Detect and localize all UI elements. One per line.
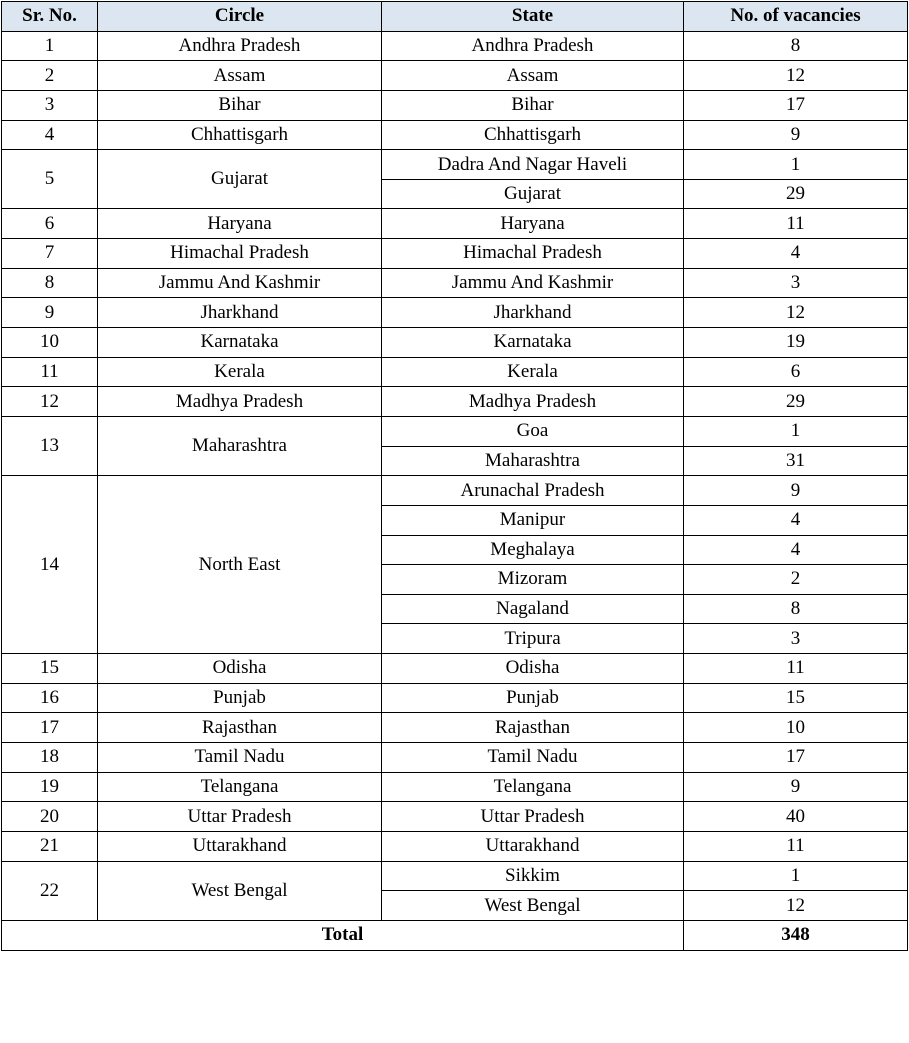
cell-state: Jharkhand [382, 298, 684, 328]
cell-sr-no: 2 [2, 61, 98, 91]
cell-sr-no: 13 [2, 416, 98, 475]
cell-sr-no: 19 [2, 772, 98, 802]
total-row [2, 920, 908, 950]
cell-sr-no: 5 [2, 150, 98, 209]
cell-state: Arunachal Pradesh [382, 476, 684, 506]
cell-state: Manipur [382, 505, 684, 535]
cell-sr-no: 6 [2, 209, 98, 239]
table-row [2, 90, 908, 120]
cell-vacancies: 31 [684, 446, 908, 476]
cell-vacancies: 17 [684, 743, 908, 773]
table-row [2, 61, 908, 91]
header-circle: Circle [98, 2, 382, 32]
table-row [2, 150, 908, 180]
table-row [2, 654, 908, 684]
cell-state: Tripura [382, 624, 684, 654]
cell-vacancies: 1 [684, 150, 908, 180]
cell-vacancies: 11 [684, 831, 908, 861]
cell-circle: Haryana [98, 209, 382, 239]
cell-state: Odisha [382, 654, 684, 684]
cell-state: Uttar Pradesh [382, 802, 684, 832]
cell-circle: Gujarat [98, 150, 382, 209]
cell-circle: North East [98, 476, 382, 654]
table-row [2, 772, 908, 802]
cell-state: Madhya Pradesh [382, 387, 684, 417]
cell-circle: Chhattisgarh [98, 120, 382, 150]
cell-state: Uttarakhand [382, 831, 684, 861]
cell-sr-no: 11 [2, 357, 98, 387]
table-row [2, 476, 908, 506]
cell-vacancies: 1 [684, 861, 908, 891]
table-row [2, 831, 908, 861]
table-row [2, 713, 908, 743]
header-sr-no: Sr. No. [2, 2, 98, 32]
cell-state: Sikkim [382, 861, 684, 891]
cell-state: Bihar [382, 90, 684, 120]
table-row [2, 31, 908, 61]
cell-circle: Assam [98, 61, 382, 91]
cell-state: Goa [382, 416, 684, 446]
cell-sr-no: 20 [2, 802, 98, 832]
cell-vacancies: 2 [684, 565, 908, 595]
cell-circle: Jammu And Kashmir [98, 268, 382, 298]
cell-circle: Madhya Pradesh [98, 387, 382, 417]
cell-state: Haryana [382, 209, 684, 239]
vacancy-table [1, 1, 908, 951]
cell-sr-no: 7 [2, 239, 98, 269]
cell-state: Gujarat [382, 179, 684, 209]
cell-state: Karnataka [382, 328, 684, 358]
cell-state: Kerala [382, 357, 684, 387]
cell-vacancies: 4 [684, 535, 908, 565]
table-row [2, 416, 908, 446]
cell-sr-no: 17 [2, 713, 98, 743]
cell-sr-no: 4 [2, 120, 98, 150]
cell-vacancies: 9 [684, 772, 908, 802]
header-row [2, 2, 908, 32]
cell-vacancies: 4 [684, 239, 908, 269]
cell-circle: Kerala [98, 357, 382, 387]
cell-state: Assam [382, 61, 684, 91]
cell-circle: Punjab [98, 683, 382, 713]
cell-sr-no: 18 [2, 743, 98, 773]
cell-state: Jammu And Kashmir [382, 268, 684, 298]
cell-vacancies: 11 [684, 209, 908, 239]
cell-state: Punjab [382, 683, 684, 713]
cell-sr-no: 8 [2, 268, 98, 298]
cell-vacancies: 3 [684, 624, 908, 654]
total-value: 348 [684, 920, 908, 950]
cell-circle: Telangana [98, 772, 382, 802]
cell-vacancies: 12 [684, 298, 908, 328]
total-label: Total [2, 920, 684, 950]
cell-sr-no: 14 [2, 476, 98, 654]
cell-circle: Rajasthan [98, 713, 382, 743]
table-row [2, 743, 908, 773]
table-row [2, 387, 908, 417]
cell-state: Andhra Pradesh [382, 31, 684, 61]
cell-circle: Maharashtra [98, 416, 382, 475]
table-row [2, 209, 908, 239]
cell-circle: Andhra Pradesh [98, 31, 382, 61]
cell-state: Dadra And Nagar Haveli [382, 150, 684, 180]
cell-sr-no: 12 [2, 387, 98, 417]
cell-circle: Odisha [98, 654, 382, 684]
cell-vacancies: 12 [684, 61, 908, 91]
table-row [2, 239, 908, 269]
cell-state: Telangana [382, 772, 684, 802]
cell-vacancies: 8 [684, 594, 908, 624]
table-row [2, 683, 908, 713]
cell-vacancies: 9 [684, 476, 908, 506]
table-row [2, 802, 908, 832]
table-row [2, 120, 908, 150]
cell-state: Nagaland [382, 594, 684, 624]
cell-circle: West Bengal [98, 861, 382, 920]
cell-vacancies: 29 [684, 387, 908, 417]
cell-sr-no: 21 [2, 831, 98, 861]
header-vacancies: No. of vacancies [684, 2, 908, 32]
cell-circle: Uttar Pradesh [98, 802, 382, 832]
cell-vacancies: 15 [684, 683, 908, 713]
cell-vacancies: 40 [684, 802, 908, 832]
cell-sr-no: 9 [2, 298, 98, 328]
cell-vacancies: 1 [684, 416, 908, 446]
cell-circle: Himachal Pradesh [98, 239, 382, 269]
cell-sr-no: 22 [2, 861, 98, 920]
cell-state: Maharashtra [382, 446, 684, 476]
table-body [2, 31, 908, 920]
cell-vacancies: 6 [684, 357, 908, 387]
table-row [2, 298, 908, 328]
cell-circle: Bihar [98, 90, 382, 120]
cell-circle: Tamil Nadu [98, 743, 382, 773]
cell-vacancies: 8 [684, 31, 908, 61]
cell-sr-no: 16 [2, 683, 98, 713]
cell-vacancies: 11 [684, 654, 908, 684]
cell-vacancies: 3 [684, 268, 908, 298]
cell-vacancies: 9 [684, 120, 908, 150]
cell-state: Himachal Pradesh [382, 239, 684, 269]
table-row [2, 328, 908, 358]
cell-sr-no: 15 [2, 654, 98, 684]
table-row [2, 861, 908, 891]
cell-state: West Bengal [382, 891, 684, 921]
header-state: State [382, 2, 684, 32]
cell-state: Tamil Nadu [382, 743, 684, 773]
cell-state: Rajasthan [382, 713, 684, 743]
cell-state: Chhattisgarh [382, 120, 684, 150]
cell-circle: Jharkhand [98, 298, 382, 328]
cell-circle: Uttarakhand [98, 831, 382, 861]
cell-vacancies: 10 [684, 713, 908, 743]
cell-state: Meghalaya [382, 535, 684, 565]
cell-sr-no: 10 [2, 328, 98, 358]
cell-vacancies: 12 [684, 891, 908, 921]
cell-vacancies: 4 [684, 505, 908, 535]
cell-sr-no: 1 [2, 31, 98, 61]
cell-vacancies: 17 [684, 90, 908, 120]
cell-circle: Karnataka [98, 328, 382, 358]
table-row [2, 357, 908, 387]
cell-sr-no: 3 [2, 90, 98, 120]
cell-vacancies: 19 [684, 328, 908, 358]
table-row [2, 268, 908, 298]
cell-state: Mizoram [382, 565, 684, 595]
cell-vacancies: 29 [684, 179, 908, 209]
